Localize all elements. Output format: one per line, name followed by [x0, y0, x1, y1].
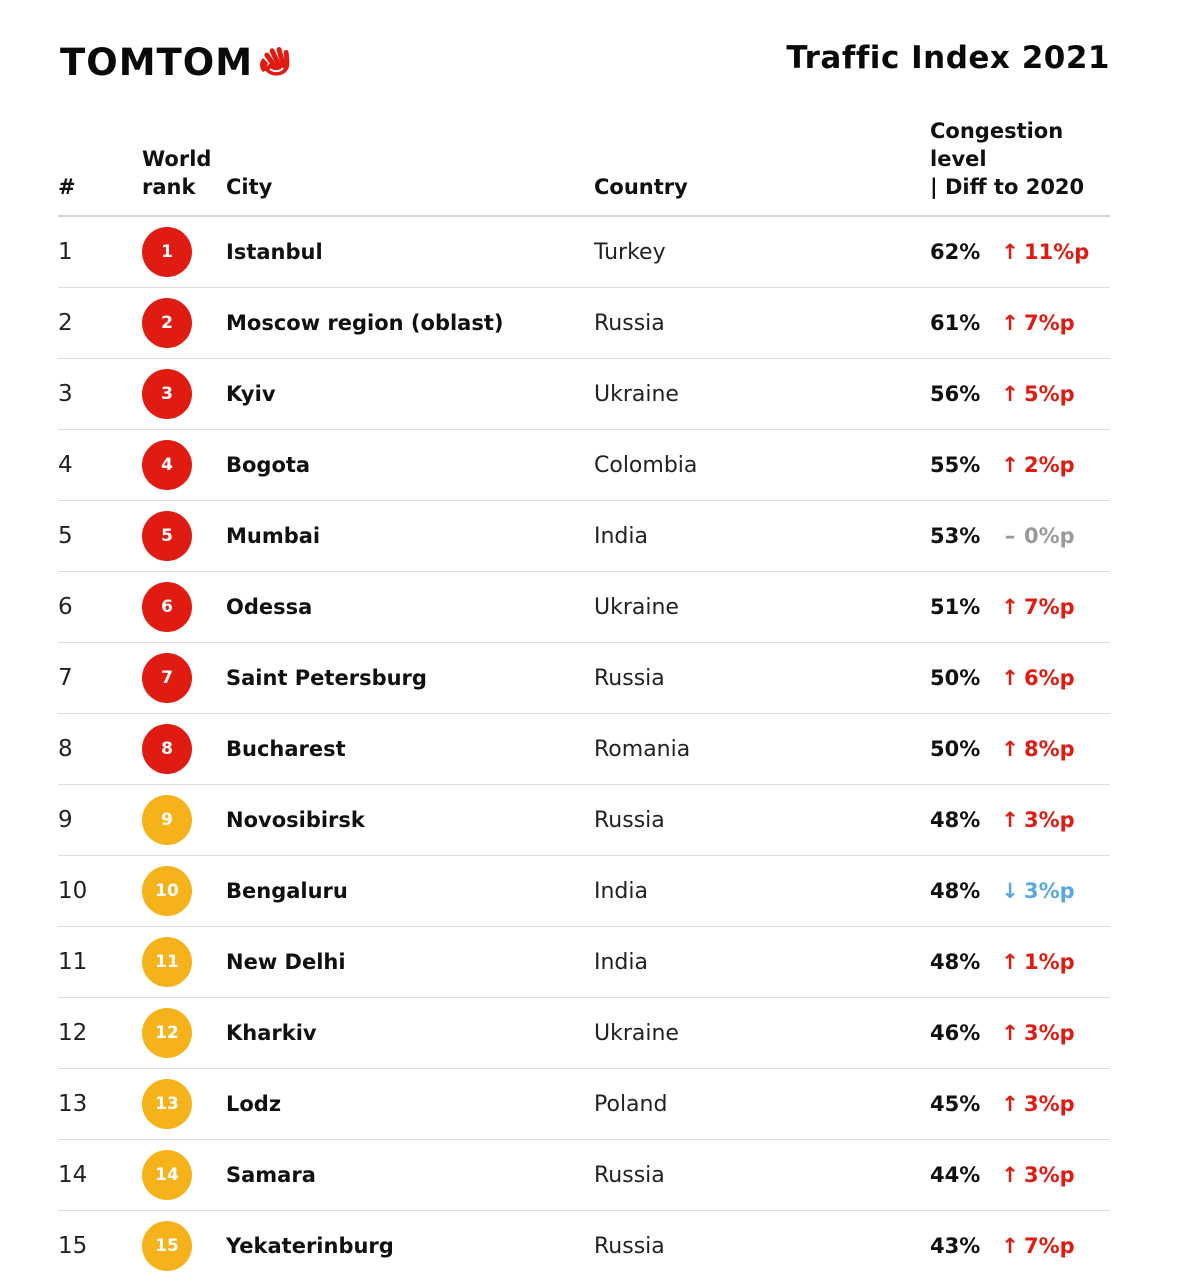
- diff-value: 7%p: [1024, 311, 1075, 335]
- congestion-level: 50%: [930, 737, 981, 761]
- trend-flat-icon: –: [1004, 524, 1016, 548]
- city-name: Saint Petersburg: [226, 666, 427, 690]
- country-name: Romania: [594, 736, 691, 762]
- world-rank-cell: [142, 288, 192, 358]
- trend-up-icon: ↑: [1001, 808, 1019, 832]
- row-number: 5: [58, 523, 73, 549]
- congestion-level: 50%: [930, 666, 981, 690]
- country-name: Russia: [594, 807, 665, 833]
- trend-up-icon: ↑: [1001, 240, 1019, 264]
- diff-value: 6%p: [1024, 666, 1075, 690]
- congestion-level: 55%: [930, 453, 981, 477]
- country-name: Russia: [594, 665, 665, 691]
- table-row: [58, 359, 1110, 430]
- diff-to-2020: [1000, 1069, 1075, 1139]
- table-row: [58, 643, 1110, 714]
- world-rank-cell: [142, 1211, 192, 1281]
- diff-to-2020: [1000, 998, 1075, 1068]
- diff-to-2020: [1000, 1211, 1075, 1281]
- diff-value: 11%p: [1024, 240, 1090, 264]
- world-rank-cell: [142, 430, 192, 500]
- congestion-level: 44%: [930, 1163, 981, 1187]
- trend-up-icon: ↑: [1001, 1021, 1019, 1045]
- world-rank-cell: [142, 785, 192, 855]
- world-rank-badge: 4: [142, 440, 192, 490]
- tomtom-hand-icon: [255, 42, 295, 82]
- city-name: Novosibirsk: [226, 808, 365, 832]
- diff-value: 8%p: [1024, 737, 1075, 761]
- table-row: [58, 856, 1110, 927]
- city-name: Kyiv: [226, 382, 276, 406]
- world-rank-cell: [142, 714, 192, 784]
- congestion-level: 48%: [930, 879, 981, 903]
- table-row: [58, 288, 1110, 359]
- table-row: [58, 998, 1110, 1069]
- table-row: [58, 714, 1110, 785]
- header-world-rank: [142, 145, 211, 201]
- diff-to-2020: [1000, 217, 1089, 287]
- world-rank-cell: [142, 1069, 192, 1139]
- row-number: 8: [58, 736, 73, 762]
- row-number: 13: [58, 1091, 88, 1117]
- tomtom-logo: [60, 40, 295, 84]
- diff-value: 0%p: [1024, 524, 1075, 548]
- row-number: 10: [58, 878, 88, 904]
- header-world-rank-line2: rank: [142, 175, 196, 199]
- trend-up-icon: ↑: [1001, 1163, 1019, 1187]
- country-name: Poland: [594, 1091, 668, 1117]
- row-number: 11: [58, 949, 88, 975]
- table-row: [58, 927, 1110, 998]
- table-body: [58, 217, 1110, 1281]
- header-world-rank-line1: World: [142, 147, 212, 171]
- diff-to-2020: [1000, 359, 1075, 429]
- world-rank-cell: [142, 1140, 192, 1210]
- table-row: [58, 1069, 1110, 1140]
- world-rank-badge: 2: [142, 298, 192, 348]
- diff-value: 3%p: [1024, 1163, 1075, 1187]
- city-name: Bengaluru: [226, 879, 348, 903]
- page-header: [60, 36, 1110, 86]
- congestion-level: 48%: [930, 808, 981, 832]
- world-rank-badge: 13: [142, 1079, 192, 1129]
- diff-to-2020: [1000, 643, 1075, 713]
- row-number: 4: [58, 452, 73, 478]
- congestion-level: 48%: [930, 950, 981, 974]
- trend-down-icon: ↓: [1001, 879, 1019, 903]
- world-rank-cell: [142, 998, 192, 1068]
- world-rank-badge: 6: [142, 582, 192, 632]
- row-number: 9: [58, 807, 73, 833]
- trend-up-icon: ↑: [1001, 666, 1019, 690]
- world-rank-badge: 8: [142, 724, 192, 774]
- trend-up-icon: ↑: [1001, 1234, 1019, 1258]
- trend-up-icon: ↑: [1001, 382, 1019, 406]
- city-name: Bucharest: [226, 737, 346, 761]
- header-congestion: [930, 117, 1110, 201]
- diff-value: 7%p: [1024, 595, 1075, 619]
- trend-up-icon: ↑: [1001, 737, 1019, 761]
- congestion-level: 46%: [930, 1021, 981, 1045]
- world-rank-badge: 3: [142, 369, 192, 419]
- world-rank-badge: 9: [142, 795, 192, 845]
- table-row: [58, 785, 1110, 856]
- world-rank-badge: 7: [142, 653, 192, 703]
- city-name: Moscow region (oblast): [226, 311, 504, 335]
- diff-value: 5%p: [1024, 382, 1075, 406]
- world-rank-badge: 1: [142, 227, 192, 277]
- congestion-level: 45%: [930, 1092, 981, 1116]
- table-row: [58, 1140, 1110, 1211]
- diff-to-2020: [1000, 430, 1075, 500]
- world-rank-badge: 10: [142, 866, 192, 916]
- diff-value: 3%p: [1024, 1021, 1075, 1045]
- country-name: Colombia: [594, 452, 698, 478]
- table-row: [58, 217, 1110, 288]
- country-name: Ukraine: [594, 594, 679, 620]
- congestion-level: 61%: [930, 311, 981, 335]
- header-city: City: [226, 175, 273, 199]
- city-name: Bogota: [226, 453, 311, 477]
- diff-value: 1%p: [1024, 950, 1075, 974]
- table-header: [58, 119, 1110, 217]
- trend-up-icon: ↑: [1001, 1092, 1019, 1116]
- world-rank-cell: [142, 359, 192, 429]
- diff-value: 3%p: [1024, 879, 1075, 903]
- city-name: Istanbul: [226, 240, 323, 264]
- row-number: 6: [58, 594, 73, 620]
- city-name: Kharkiv: [226, 1021, 317, 1045]
- city-name: New Delhi: [226, 950, 346, 974]
- country-name: Turkey: [594, 239, 666, 265]
- world-rank-badge: 12: [142, 1008, 192, 1058]
- country-name: Ukraine: [594, 1020, 679, 1046]
- city-name: Yekaterinburg: [226, 1234, 394, 1258]
- row-number: 2: [58, 310, 73, 336]
- table-row: [58, 572, 1110, 643]
- world-rank-cell: [142, 643, 192, 713]
- city-name: Samara: [226, 1163, 316, 1187]
- diff-value: 2%p: [1024, 453, 1075, 477]
- diff-to-2020: [1000, 572, 1075, 642]
- country-name: Russia: [594, 310, 665, 336]
- city-name: Lodz: [226, 1092, 282, 1116]
- row-number: 15: [58, 1233, 88, 1259]
- table-row: [58, 1211, 1110, 1281]
- country-name: India: [594, 949, 648, 975]
- diff-value: 3%p: [1024, 808, 1075, 832]
- diff-to-2020: [1000, 927, 1075, 997]
- trend-up-icon: ↑: [1001, 595, 1019, 619]
- trend-up-icon: ↑: [1001, 311, 1019, 335]
- row-number: 12: [58, 1020, 88, 1046]
- page-title: Traffic Index 2021: [786, 40, 1110, 76]
- congestion-level: 53%: [930, 524, 981, 548]
- country-name: Russia: [594, 1233, 665, 1259]
- world-rank-badge: 11: [142, 937, 192, 987]
- diff-value: 7%p: [1024, 1234, 1075, 1258]
- country-name: India: [594, 523, 648, 549]
- row-number: 1: [58, 239, 73, 265]
- world-rank-cell: [142, 927, 192, 997]
- trend-up-icon: ↑: [1001, 453, 1019, 477]
- congestion-level: 56%: [930, 382, 981, 406]
- diff-to-2020: [1000, 1140, 1075, 1210]
- header-congestion-line1: Congestion level: [930, 119, 1064, 171]
- row-number: 14: [58, 1162, 88, 1188]
- country-name: Russia: [594, 1162, 665, 1188]
- world-rank-cell: [142, 572, 192, 642]
- header-number: #: [58, 175, 76, 199]
- diff-to-2020: [1000, 785, 1075, 855]
- congestion-level: 51%: [930, 595, 981, 619]
- row-number: 3: [58, 381, 73, 407]
- country-name: Ukraine: [594, 381, 679, 407]
- congestion-level: 62%: [930, 240, 981, 264]
- diff-to-2020: [1000, 714, 1075, 784]
- diff-to-2020: [1000, 288, 1075, 358]
- world-rank-badge: 15: [142, 1221, 192, 1271]
- city-name: Mumbai: [226, 524, 321, 548]
- diff-to-2020: [1000, 501, 1075, 571]
- traffic-ranking-table: [58, 119, 1110, 1281]
- row-number: 7: [58, 665, 73, 691]
- world-rank-cell: [142, 501, 192, 571]
- header-congestion-line2: | Diff to 2020: [930, 175, 1085, 199]
- diff-value: 3%p: [1024, 1092, 1075, 1116]
- table-row: [58, 501, 1110, 572]
- country-name: India: [594, 878, 648, 904]
- trend-up-icon: ↑: [1001, 950, 1019, 974]
- world-rank-cell: [142, 217, 192, 287]
- header-country: Country: [594, 175, 688, 199]
- world-rank-badge: 5: [142, 511, 192, 561]
- world-rank-cell: [142, 856, 192, 926]
- congestion-level: 43%: [930, 1234, 981, 1258]
- world-rank-badge: 14: [142, 1150, 192, 1200]
- city-name: Odessa: [226, 595, 313, 619]
- table-row: [58, 430, 1110, 501]
- logo-wordmark: TOMTOM: [60, 40, 254, 84]
- diff-to-2020: [1000, 856, 1075, 926]
